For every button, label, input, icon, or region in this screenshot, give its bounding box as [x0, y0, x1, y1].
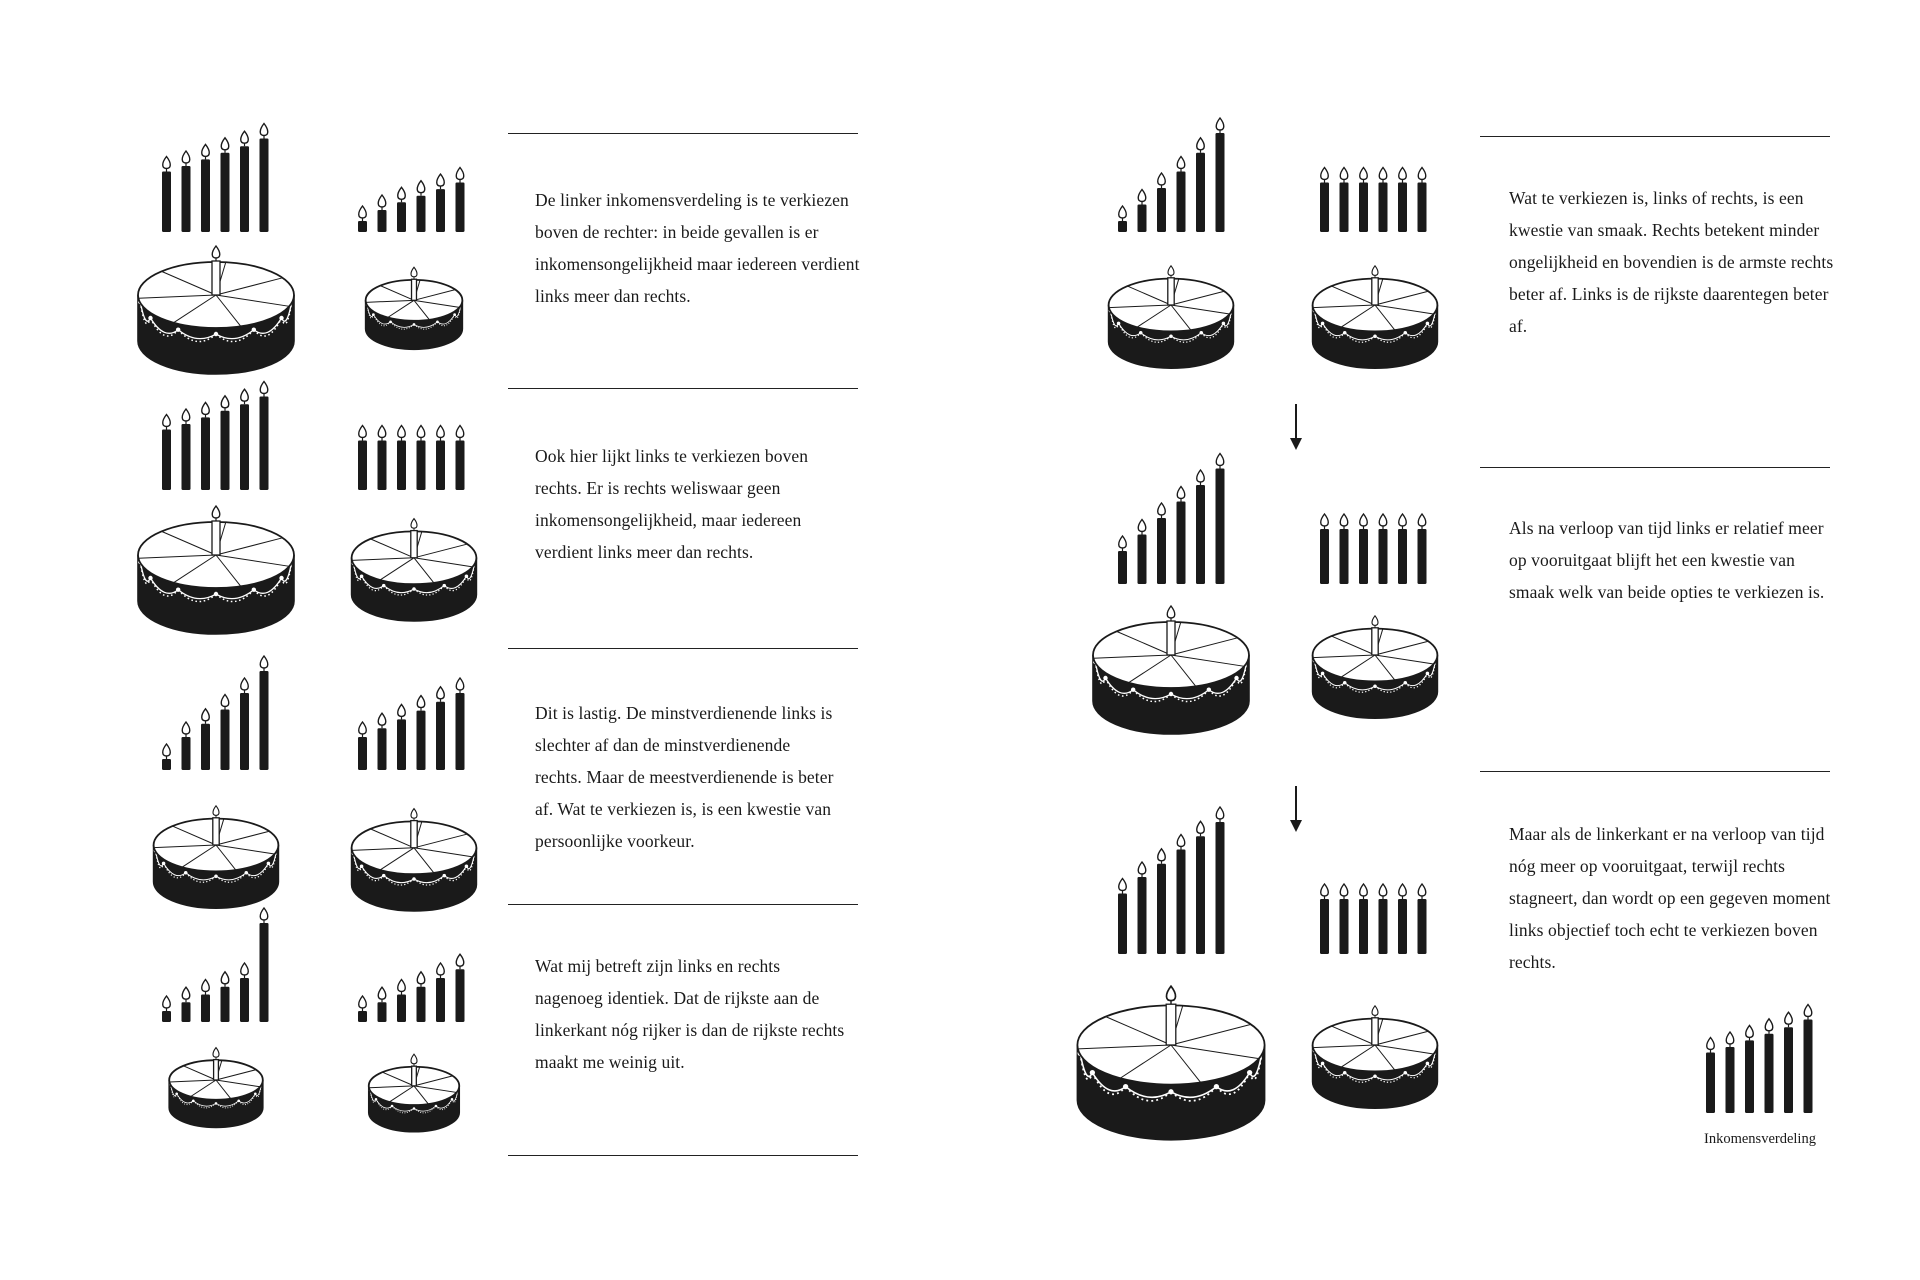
candle-bar	[358, 1011, 367, 1022]
candle-bar	[1216, 469, 1225, 585]
candle-bar	[397, 995, 406, 1023]
candle-bar	[1359, 529, 1368, 584]
caption-left-4: Wat mij betreft zijn links en rechts nagenoeg identiek. Dat de rijkste aan de linkerkant nóg rijker is dan de rijkste rechts maakt me weinig uit.	[535, 956, 845, 1072]
cake-left-4a	[169, 1048, 263, 1128]
candle-bar	[260, 139, 269, 233]
candle-chart-right-2b	[1320, 514, 1427, 584]
candle-chart-left-1b	[358, 168, 465, 233]
candle-bar	[1320, 899, 1329, 954]
candle-bar	[436, 441, 445, 491]
cake-right-3b	[1313, 1006, 1438, 1108]
candle-bar	[1177, 172, 1186, 233]
cake-left-1b	[366, 267, 463, 349]
candle-bar	[1359, 183, 1368, 233]
cake-left-1a	[138, 246, 294, 374]
candle-bar	[260, 397, 269, 491]
candle-chart-right-3b	[1320, 884, 1427, 954]
cake-right-2b	[1313, 616, 1438, 718]
candle-bar	[1398, 529, 1407, 584]
candle-bar	[417, 711, 426, 770]
candle-bar	[1340, 899, 1349, 954]
cake-left-3b	[352, 809, 477, 911]
candle-bar	[1177, 502, 1186, 585]
candle-bar	[358, 441, 367, 491]
candle-bar	[1138, 535, 1147, 585]
candle-bar	[378, 210, 387, 232]
candle-bar	[1726, 1047, 1735, 1113]
candle-bar	[1784, 1027, 1793, 1113]
candle-bar	[378, 441, 387, 491]
candle-bar	[1340, 529, 1349, 584]
candle-bar	[260, 671, 269, 770]
candle-bar	[1118, 551, 1127, 584]
candle-bar	[1177, 850, 1186, 955]
candle-bar	[240, 146, 249, 232]
candle-bar	[221, 987, 230, 1022]
caption-right-1: Wat te verkiezen is, links of rechts, is een kwestie van smaak. Rechts betekent minder ongelijkheid en bovendien is de armste rechts beter af. Links is de rijkste daarentegen beter af.	[1509, 188, 1834, 336]
candle-bar	[1765, 1034, 1774, 1113]
candle-bar	[1379, 183, 1388, 233]
candle-bar	[1379, 529, 1388, 584]
candle-bar	[456, 969, 465, 1022]
candle-bar	[182, 166, 191, 232]
candle-bar	[417, 441, 426, 491]
candle-bar	[1118, 221, 1127, 232]
candle-bar	[1196, 836, 1205, 954]
candle-bar	[1157, 188, 1166, 232]
candle-bar	[201, 417, 210, 490]
candle-bar	[436, 702, 445, 770]
candle-bar	[436, 978, 445, 1022]
candle-bar	[1157, 518, 1166, 584]
cake-right-1a	[1109, 266, 1234, 368]
candle-bar	[182, 737, 191, 770]
caption-left-3: Dit is lastig. De minstverdienende links is slechter af dan de minstverdienende rechts. Maar de meestverdienende is beter af. Wat te verkiezen is, is een kwestie van persoonlijke voorkeur.	[535, 703, 834, 851]
candle-bar	[1379, 899, 1388, 954]
candle-bar	[397, 719, 406, 770]
candle-bar	[182, 424, 191, 490]
candle-bar	[240, 693, 249, 770]
candle-bar	[1745, 1040, 1754, 1113]
cake-right-2a	[1093, 606, 1249, 734]
candle-bar	[240, 978, 249, 1022]
candle-bar	[182, 1002, 191, 1022]
cake-left-3a	[154, 806, 279, 908]
candle-bar	[1320, 183, 1329, 233]
candle-chart-left-3a	[162, 656, 269, 770]
cake-left-2a	[138, 506, 294, 634]
candle-bar	[417, 196, 426, 232]
candle-bar	[436, 189, 445, 232]
candle-bar	[397, 202, 406, 232]
candle-chart-right-1b	[1320, 168, 1427, 233]
candle-bar	[1216, 822, 1225, 954]
candle-bar	[1804, 1020, 1813, 1114]
candle-chart-left-1a	[162, 124, 269, 233]
candle-bar	[221, 153, 230, 232]
candle-bar	[378, 728, 387, 770]
caption-left-2: Ook hier lijkt links te verkiezen boven rechts. Er is rechts weliswaar geen inkomensongelijkheid, maar iedereen verdient links meer dan rechts.	[535, 446, 809, 562]
candle-bar	[1706, 1053, 1715, 1114]
candle-bar	[221, 411, 230, 490]
candle-bar	[1418, 529, 1427, 584]
cake-left-4b	[369, 1054, 459, 1132]
candle-bar	[456, 693, 465, 770]
candle-bar	[1138, 205, 1147, 233]
candle-bar	[201, 995, 210, 1023]
candle-bar	[358, 737, 367, 770]
legend-label: Inkomensverdeling	[1704, 1131, 1816, 1147]
candle-bar	[1320, 529, 1329, 584]
candle-bar	[358, 221, 367, 232]
candle-bar	[162, 1011, 171, 1022]
candle-chart-right-1a	[1118, 118, 1225, 232]
candle-bar	[162, 430, 171, 491]
candle-bar	[1118, 894, 1127, 955]
cake-left-2b	[352, 519, 477, 621]
candle-bar	[1196, 485, 1205, 584]
caption-right-2: Als na verloop van tijd links er relatief meer op vooruitgaat blijft het een kwestie van smaak welk van beide opties te verkiezen is.	[1509, 518, 1825, 602]
candle-bar	[1398, 183, 1407, 233]
candle-bar	[201, 724, 210, 770]
candle-bar	[1418, 899, 1427, 954]
candle-bar	[240, 404, 249, 490]
legend-candle-chart	[1706, 1005, 1813, 1114]
candle-chart-left-3b	[358, 678, 465, 770]
candle-bar	[397, 441, 406, 491]
candle-bar	[260, 923, 269, 1022]
candle-bar	[1398, 899, 1407, 954]
candle-bar	[456, 183, 465, 233]
candle-bar	[1340, 183, 1349, 233]
caption-left-1: De linker inkomensverdeling is te verkiezen boven de rechter: in beide gevallen is er inkomensongelijkheid maar iedereen verdient links meer dan rechts.	[535, 190, 860, 306]
candle-bar	[162, 172, 171, 233]
candle-chart-left-2a	[162, 382, 269, 491]
candle-chart-right-3a	[1118, 807, 1225, 954]
candle-bar	[417, 987, 426, 1022]
candle-bar	[378, 1002, 387, 1022]
candle-chart-right-2a	[1118, 454, 1225, 585]
candle-bar	[1359, 899, 1368, 954]
candle-chart-left-4b	[358, 954, 465, 1022]
candle-bar	[1216, 133, 1225, 232]
candle-bar	[1138, 877, 1147, 954]
candle-bar	[1157, 864, 1166, 954]
candle-bar	[456, 441, 465, 491]
candle-bar	[1418, 183, 1427, 233]
cake-right-1b	[1313, 266, 1438, 368]
caption-right-3: Maar als de linkerkant er na verloop van tijd nóg meer op vooruitgaat, terwijl rechts stagneert, dan wordt op een gegeven moment links objectief toch echt te verkiezen boven rechts.	[1509, 824, 1831, 972]
candle-chart-left-2b	[358, 426, 465, 491]
candle-bar	[1196, 153, 1205, 232]
cake-right-3a	[1077, 986, 1264, 1140]
candle-bar	[221, 710, 230, 771]
candle-bar	[162, 759, 171, 770]
candle-bar	[201, 159, 210, 232]
candle-chart-left-4a	[162, 908, 269, 1022]
